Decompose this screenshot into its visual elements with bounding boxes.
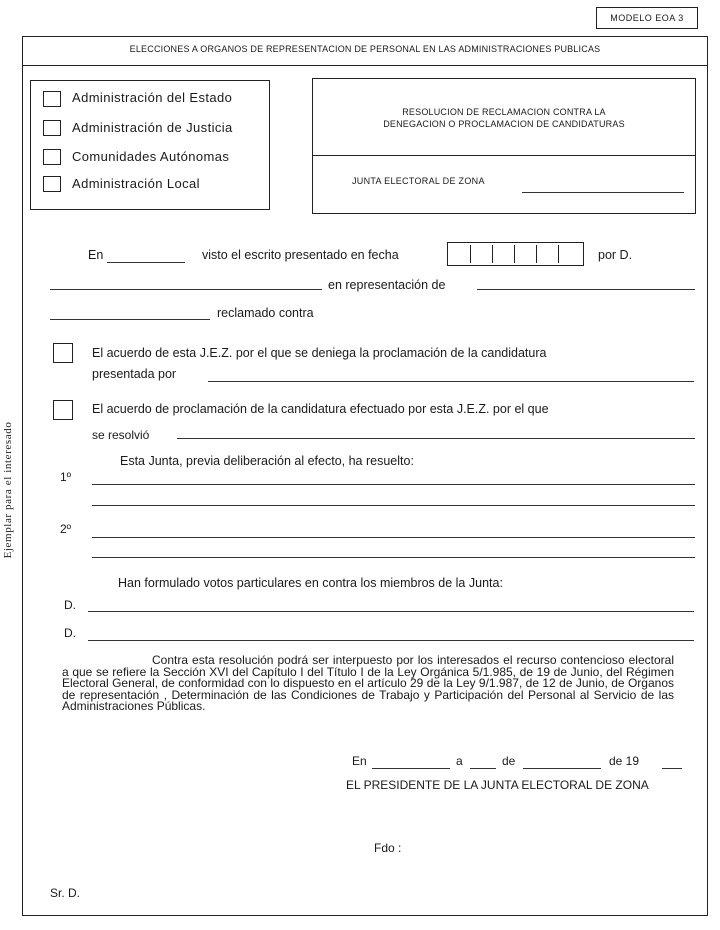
representacion-field[interactable] — [477, 289, 695, 290]
option-proclamacion-line1: El acuerdo de proclamación de la candidatura efectuado por esta J.E.Z. por el que — [92, 402, 549, 416]
legal-paragraph: Contra esta resolución podrá ser interpuesto por los interesados el recurso contencioso electoral a que se refiere la Sección XVI del Capítulo I del Título I de la Ley Orgánica 5/1.985, de 19 de Junio, del Régimen Electoral General, de conformidad con lo dispuesto en el artículo 29 de la Ley 9/1.987, de 12 de Junio, de Organos de representación , Determinación de las Condiciones de Trabajo y Participación del Personal al Servicio de las Administraciones Públicas. — [62, 653, 674, 713]
checkbox-admin-local[interactable] — [43, 176, 61, 192]
junta-label: JUNTA ELECTORAL DE ZONA — [352, 176, 485, 186]
por-d-field[interactable] — [50, 289, 322, 290]
form-header: ELECCIONES A ORGANOS DE REPRESENTACION DE PERSONAL EN LAS ADMINISTRACIONES PUBLICAS — [129, 44, 601, 54]
junta-field[interactable] — [522, 192, 684, 193]
voto-d2-label: D. — [64, 626, 76, 640]
resuelto-2-line-2[interactable] — [92, 557, 695, 558]
resuelto-2-line-1[interactable] — [92, 537, 695, 538]
voto-d1-field[interactable] — [88, 611, 694, 612]
date-a-label: a — [456, 754, 463, 768]
sr-d-label: Sr. D. — [50, 886, 81, 900]
presentada-por-field[interactable] — [208, 381, 694, 382]
resuelto-heading: Esta Junta, previa deliberación al efecto, ha resuelto: — [120, 454, 414, 468]
date-month-field[interactable] — [523, 768, 601, 769]
voto-d2-field[interactable] — [88, 640, 694, 641]
checkbox-comunidades[interactable] — [43, 149, 61, 165]
date-de-label: de — [502, 754, 516, 768]
option-deniega-line2: presentada por — [92, 367, 177, 381]
date-day-field[interactable] — [470, 768, 496, 769]
por-label: por D. — [598, 248, 633, 262]
en-field[interactable] — [107, 262, 185, 263]
reclamado-label: reclamado contra — [217, 306, 314, 320]
item-2-number: 2º — [60, 522, 72, 536]
voto-d1-label: D. — [64, 598, 76, 612]
resuelto-1-line-2[interactable] — [92, 505, 695, 506]
label-admin-justicia: Administración de Justicia — [72, 120, 233, 135]
fdo-label: Fdo : — [374, 841, 402, 855]
visto-label: visto el escrito presentado en fecha — [202, 248, 399, 262]
model-label: MODELO EOA 3 — [596, 7, 698, 29]
label-comunidades: Comunidades Autónomas — [72, 149, 230, 164]
representacion-label: en representación de — [328, 278, 446, 292]
date-year-field[interactable] — [662, 768, 682, 769]
side-copy-label: Ejemplar para el interesado — [2, 421, 14, 559]
header-divider — [23, 65, 707, 66]
presidente-label: EL PRESIDENTE DE LA JUNTA ELECTORAL DE ZONA — [346, 778, 649, 792]
resolution-title: RESOLUCION DE RECLAMACION CONTRA LA DENEGACION O PROCLAMACION DE CANDIDATURAS — [383, 107, 625, 129]
resolution-box — [312, 78, 696, 214]
checkbox-deniega[interactable] — [53, 343, 73, 363]
en-label: En — [88, 248, 104, 262]
option-proclamacion-line2: se resolvió — [92, 428, 150, 442]
date-year-label: de 19 — [609, 754, 640, 768]
reclamado-field[interactable] — [50, 319, 210, 320]
fecha-date-boxes[interactable] — [447, 242, 584, 266]
checkbox-proclamacion[interactable] — [53, 400, 73, 420]
resuelto-1-line-1[interactable] — [92, 484, 695, 485]
se-resolvio-field[interactable] — [177, 438, 695, 439]
checkbox-admin-justicia[interactable] — [43, 120, 61, 136]
date-en-label: En — [352, 754, 367, 768]
label-admin-estado: Administración del Estado — [72, 90, 233, 105]
item-1-number: 1º — [60, 470, 72, 484]
checkbox-admin-estado[interactable] — [43, 91, 61, 107]
option-deniega-line1: El acuerdo de esta J.E.Z. por el que se deniega la proclamación de la candidatura — [92, 346, 547, 360]
label-admin-local: Administración Local — [72, 176, 200, 191]
resolution-divider — [313, 155, 695, 156]
date-place-field[interactable] — [372, 768, 450, 769]
votos-heading: Han formulado votos particulares en contra los miembros de la Junta: — [118, 576, 503, 590]
